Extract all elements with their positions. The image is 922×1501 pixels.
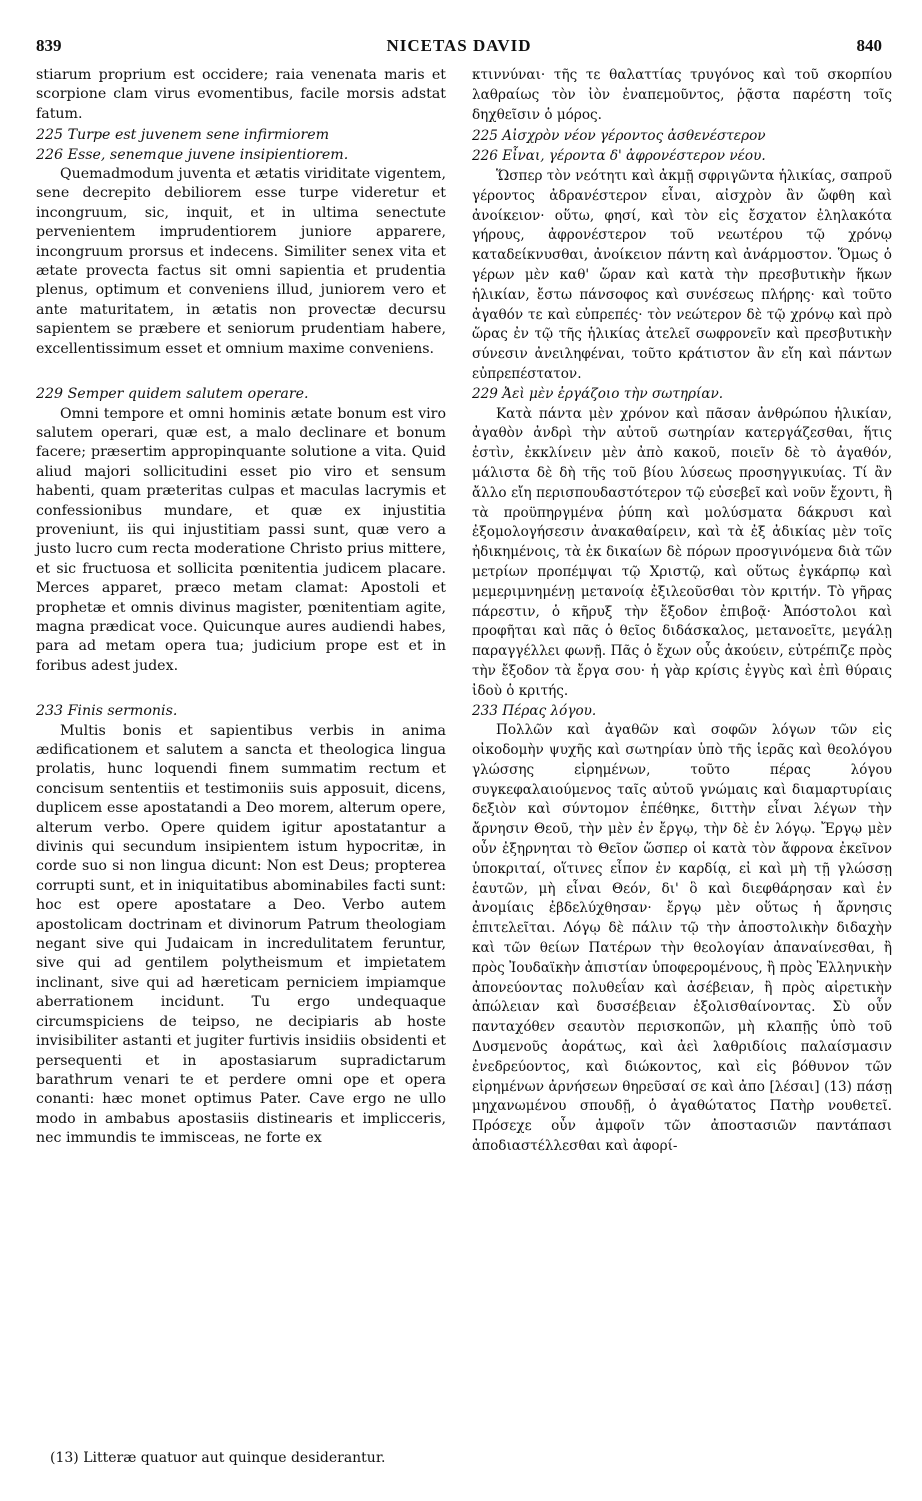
footnote: (13) Litteræ quatuor aut quinque desiderantur.	[50, 1450, 386, 1466]
latin-commentary-3: Multis bonis et sapientibus verbis in anima ædificationem et salutem a sancta et theologica lingua prolatis, hunc loquendi finem summatim rectum et concisum sententiis et testimoniis suis apposuit, dicens, duplicem esse apostatandi a Deo morem, alterum opere, alterum verbo. Opere quidem igitur apostatantur a divinis qui secundum insipientem istum hypocritæ, in corde suo si non lingua dicunt: Non est Deus; propterea corrupti sunt, et in iniquitatibus abominabiles facti sunt: hoc est opere apostatare a Deo. Verbo autem apostolicam doctrinam et divinorum Patrum theologiam negant sive qui Judaicam in incredulitatem feruntur, sive qui ad gentilem polytheismum et impietatem inclinant, sive qui ad hæreticam perniciem impiamque aberrationem incidunt. Tu ergo undequaque circumspiciens de teipso, ne decipiaris ab hoste invisibiliter astanti et jugiter furtivis insidiis obsidenti et persequenti et in apostasiarum supradictarum barathrum venari te et perdere omni ope et opera conanti: hæc monet optimus Pater. Cave ergo ne ullo modo in ambabus apostasiis distinearis et implicceris, nec immundis te immisceas, ne forte ex	[36, 722, 446, 1147]
greek-verse-225: 225 Αἰσχρὸν νέον γέροντος ἀσθενέστερον	[472, 128, 766, 145]
page-number-right: 840	[856, 36, 882, 55]
greek-commentary-2: Κατὰ πάντα μὲν χρόνον καὶ πᾶσαν ἀνθρώπου ἡλικίαν, ἀγαθὸν ἀνδρὶ τὴν αὐτοῦ σωτηρίαν κατεργάζεσθαι, ἥτις ἐστὶν, ἐκκλίνειν μὲν ἀπὸ κακοῦ, ποιεῖν δὲ τὸ ἀγαθόν, μάλιστα δὲ δὴ τῆς τοῦ βίου λύσεως προσηγγικυίας. Τί ἂν ἄλλο εἴη περισπουδαστότερον τῷ εὐσεβεῖ καὶ νοῦν ἔχοντι, ἢ τὰ προϋπηργμένα ῥύπη καὶ μολύσματα δάκρυσι καὶ ἐξομολογήσεσιν ἀνακαθαίρειν, καὶ τὰ ἐξ ἀδικίας μὲν τοῖς ἠδικημένοις, τὰ ἐκ δικαίων δὲ πόρων προσγινόμενα διὰ τῶν μετρίων προπέμψαι τῷ Χριστῷ, καὶ οὕτως ἐγκάρπῳ καὶ μεμεριμνημένῃ μετανοίᾳ ἐξιλεοῦσθαι τὸν κριτήν. Τὸ γῆρας πάρεστιν, ὁ κῆρυξ τὴν ἔξοδον ἐπιβοᾷ· Ἀπόστολοι καὶ προφῆται καὶ πᾶς ὁ θεῖος διδάσκαλος, μετανοεῖτε, μεγάλῃ παραγγέλλει φωνῇ. Πᾶς ὁ ἔχων οὖς ἀκούειν, εὐτρέπιζε πρὸς τὴν ἔξοδον τὰ ἔργα σου· ἡ γὰρ κρίσις ἐγγὺς καὶ ἐπὶ θύραις ἰδοὺ ὁ κριτής.	[472, 405, 892, 699]
latin-verse-233: 233 Finis sermonis.	[36, 703, 178, 720]
page-number-left: 839	[36, 36, 62, 55]
greek-verse-229: 229 Ἀεὶ μὲν ἐργάζοιο τὴν σωτηρίαν.	[472, 385, 724, 402]
latin-intro: stiarum proprium est occidere; raia venenata maris et scorpione clam virus evomentibus, facile morsis adstat fatum.	[36, 67, 446, 122]
running-title: NICETAS DAVID	[386, 36, 532, 55]
latin-commentary-2: Omni tempore et omni hominis ætate bonum est viro salutem operari, quæ est, a malo declinare et bonum facere; præsertim appropinquante solutione a vita. Quid aliud majori sollicitudini esset pio viro et sensum habenti, quam præteritas culpas et maculas lacrymis et confessionibus mundare, et quæ ex injustitia proveniunt, iis qui injustitiam passi sunt, quæ vero a justo lucro cum recta moderatione Christo prius mittere, et sic fructuosa et sollicita pœnitentia judicem placare. Merces apparet, præco metam clamat: Apostoli et prophetæ et omnis divinus magister, pœnitentiam agite, magna prædicat voce. Quicunque aures audiendi habes, para ad metam opera tua; judicium prope est et in foribus adest judex.	[36, 405, 446, 674]
latin-verse-229: 229 Semper quidem salutem operare.	[36, 386, 309, 403]
greek-intro: κτιννύναι· τῆς τε θαλαττίας τρυγόνος καὶ τοῦ σκορπίου λαθραίως τὸν ἰὸν ἐναπεμοῦντος, ῥᾷστα παρέστη τοῖς δηχθεῖσιν ὁ μόρος.	[472, 67, 892, 123]
greek-column	[472, 66, 892, 1157]
greek-commentary-1: Ὥσπερ τὸν νεότητι καὶ ἀκμῇ σφριγῶντα ἡλικίας, σαπροῦ γέροντος ἀδρανέστερον εἶναι, αἰσχρὸν ἂν ὤφθη καὶ ἀνοίκειον· οὕτω, φησί, καὶ τὸν εἰς ἔσχατον ἐληλακότα γήρους, ἀφρονέστερον τοῦ νεωτέρου τῷ χρόνῳ καταδείκνυσθαι, ἀνοίκειον πάντη καὶ ἀνάρμοστον. Ὅμως ὁ γέρων μὲν καθ' ὥραν καὶ κατὰ τὴν πρεσβυτικὴν ἥκων ἡλικίαν, ἔστω πάνσοφος καὶ συνέσεως πλήρης· καὶ τοῦτο ἀγαθόν τε καὶ εὐπρεπές· τὸν νεώτερον δὲ τῷ χρόνῳ καὶ πρὸ ὥρας ἐν τῷ τῆς ἡλικίας ἀτελεῖ σωφρονεῖν καὶ πρεσβυτικὴν σύνεσιν ἀνειληφέναι, τοῦτο κράτιστον ἂν εἴη καὶ πάντων εὐπρεπέστατον.	[472, 167, 892, 382]
latin-verse-225: 225 Turpe est juvenem sene infirmiorem	[36, 127, 330, 144]
latin-commentary-1: Quemadmodum juventa et ætatis viriditate vigentem, sene decrepito debiliorem esse turpe videretur et incongruum, sic, inquit, et in ultima senectute pervenientem imprudentiorem juniore apparere, incongruum prorsus et indecens. Similiter senex vita et ætate provecta factus sit omni sapientia et prudentia plenus, optimum et conveniens illud, juniorem vero et ante maturitatem, in ætatis non provectæ decursu sapientem se præbere et seniorum prudentiam habere, excellentissimum esset et omnium maxime conveniens.	[36, 166, 446, 357]
latin-verse-226: 226 Esse, senemque juvene insipientiorem.	[36, 146, 349, 163]
page-header	[36, 36, 882, 60]
greek-commentary-3: Πολλῶν καὶ ἀγαθῶν καὶ σοφῶν λόγων τῶν εἰς οἰκοδομὴν ψυχῆς καὶ σωτηρίαν ὑπὸ τῆς ἱερᾶς καὶ θεολόγου γλώσσης εἰρημένων, τοῦτο πέρας λόγου συγκεφαλαιούμενος ταῖς αὐτοῦ γνώμαις καὶ διαμαρτυρίαις δεξιὸν καὶ σύντομον ἐπέθηκε, διττὴν εἶναι λέγων τὴν ἄρνησιν Θεοῦ, τὴν μὲν ἐν ἔργῳ, τὴν δὲ ἐν λόγῳ. Ἔργῳ μὲν οὖν ἐξηρνηται τὸ Θεῖον ὥσπερ οἱ κατὰ τὸν ἄφρονα ἐκεῖνον ὑποκριταί, οἵτινες εἶπον ἐν καρδίᾳ, εἰ καὶ μὴ τῇ γλώσσῃ ἑαυτῶν, μὴ εἶναι Θεόν, δι' ὃ καὶ διεφθάρησαν καὶ ἐν ἀνομίαις ἐβδελύχθησαν· ἔργῳ μὲν οὕτως ἡ ἄρνησις ἐπιτελεῖται. Λόγῳ δὲ πάλιν τῷ τὴν ἀποστολικὴν διδαχὴν καὶ τῶν θείων Πατέρων τὴν θεολογίαν ἀπαναίνεσθαι, ἢ πρὸς Ἰουδαϊκὴν ἀπιστίαν ὑποφερομένους, ἢ πρὸς Ἑλληνικὴν ἀπονεύοντας πολυθεΐαν καὶ ἀσέβειαν, ἢ πρὸς αἱρετικὴν ἀπώλειαν καὶ δυσσέβειαν ἐξολισθαίνοντας. Σὺ οὖν πανταχόθεν σεαυτὸν περισκοπῶν, μὴ κλαπῇς ὑπὸ τοῦ Δυσμενοῦς ἀοράτως, καὶ ἀεὶ λαθριδίοις παλαίσμασιν ἐνεδρεύοντος, καὶ διώκοντος, καὶ εἰς βόθυνον τῶν εἰρημένων ἀρνήσεων θηρεῦσαί σε καὶ ἀπο [λέσαι] (13) πάσῃ μηχανωμένου σπουδῇ, ὁ ἀγαθώτατος Πατὴρ νουθετεῖ. Πρόσεχε οὖν ἀμφοῖν τῶν ἀποστασιῶν παντάπασι ἀποδιαστέλλεσθαι καὶ ἀφορί-	[472, 722, 892, 1155]
greek-verse-226: 226 Εἶναι, γέροντα δ' ἀφρονέστερον νέου.	[472, 148, 766, 165]
latin-column	[36, 66, 446, 1149]
greek-verse-233: 233 Πέρας λόγου.	[472, 702, 597, 719]
